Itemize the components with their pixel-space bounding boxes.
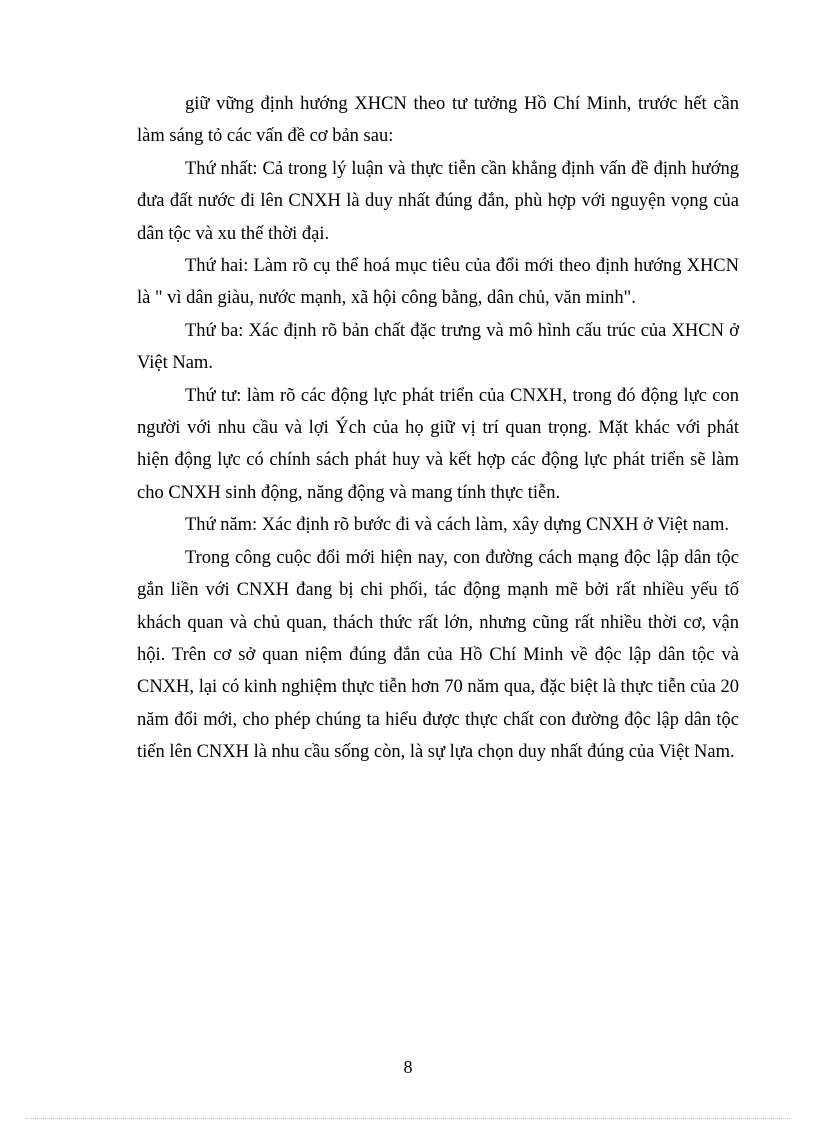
paragraph-point-3: Thứ ba: Xác định rõ bản chất đặc trưng và mô hình cấu trúc của XHCN ở Việt Nam. [137,320,739,374]
paragraph-intro: giữ vững định hướng XHCN theo tư tưởng Hồ Chí Minh, trước hết cần làm sáng tỏ các vấn đề cơ bản sau: [137,94,739,147]
page-edge-divider [26,1118,790,1119]
paragraph-point-5: Thứ năm: Xác định rõ bước đi và cách làm, xây dựng CNXH ở Việt nam. [185,515,729,536]
paragraph-point-2: Thứ hai: Làm rõ cụ thể hoá mục tiêu của đổi mới theo định hướng XHCN là " vì dân giàu, nước mạnh, xã hội công bằng, dân chủ, văn minh". [137,256,739,309]
paragraph-point-4: Thứ tư: làm rõ các động lực phát triển của CNXH, trong đó động lực con người với nhu cầu và lợi Ých của họ giữ vị trí quan trọng. Mặt khác với phát hiện động lực có chính sách phát huy và kết hợp các động lực phát triển sẽ làm cho CNXH sinh động, năng động và mang tính thực tiễn. [137,385,739,503]
paragraph-conclusion: Trong công cuộc đổi mới hiện nay, con đường cách mạng độc lập dân tộc gắn liền với CNXH đang bị chi phối, tác động mạnh mẽ bởi rất nhiều yếu tố khách quan và chủ quan, thách thức rất lớn, nhưng cũng rất nhiều thời cơ, vận hội. Trên cơ sở quan niệm đúng đắn của Hồ Chí Minh về độc lập dân tộc và CNXH, lại có kinh nghiệm thực tiễn hơn 70 năm qua, đặc biệt là thực tiễn của 20 năm đổi mới, cho phép chúng ta hiểu được thực chất con đường độc lập dân tộc tiến lên CNXH là nhu cầu sống còn, là sự lựa chọn duy nhất đúng của Việt Nam. [137,547,739,763]
paragraph-point-1: Thứ nhất: Cả trong lý luận và thực tiễn cần khẳng định vấn đề định hướng đưa đất nước đi lên CNXH là duy nhất đúng đắn, phù hợp với nguyện vọng của dân tộc và xu thế thời đại. [137,158,739,244]
page-body [137,88,739,769]
page-number: 8 [403,1057,413,1077]
